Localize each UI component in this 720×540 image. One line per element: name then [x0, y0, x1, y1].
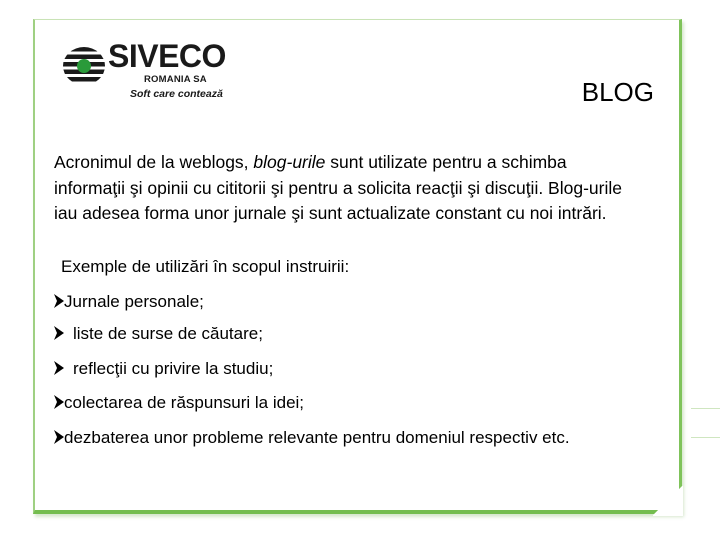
logo-wordmark: SIVECO: [108, 38, 226, 74]
bullet-text: colectarea de răspunsuri la idei;: [64, 393, 305, 412]
siveco-stripes-icon: [62, 46, 106, 86]
bullet-item: [54, 356, 273, 381]
logo-subtitle: ROMANIA SA: [144, 74, 207, 85]
edge-divider: [691, 437, 720, 438]
edge-divider: [691, 408, 720, 409]
bullet-text: dezbaterea unor probleme relevante pentru domeniul respectiv etc.: [64, 428, 570, 447]
frame-corner: [653, 486, 683, 516]
examples-heading: Exemple de utilizări în scopul instruirii:: [61, 257, 350, 276]
intro-text-start: Acronimul de la weblogs,: [54, 152, 254, 172]
intro-text-end: sunt utilizate pentru a schimba informaţii şi opinii cu cititorii şi pentru a solicita reacţii şi discuţii. Blog-urile iau adesea forma unor jurnale şi sunt actualizate constant cu noi intrări.: [54, 152, 622, 223]
arrowhead-bullet-icon: [54, 326, 64, 340]
siveco-logo: [62, 38, 232, 104]
intro-paragraph: [54, 150, 624, 227]
arrowhead-bullet-icon: [54, 294, 64, 308]
arrowhead-bullet-icon: [54, 395, 64, 409]
arrowhead-bullet-icon: [54, 361, 64, 375]
bullet-item: [54, 425, 614, 450]
bullet-item: [54, 321, 263, 346]
arrowhead-bullet-icon: [54, 430, 64, 444]
bullet-item: [54, 289, 204, 314]
bullet-text: Jurnale personale;: [64, 292, 204, 311]
slide-title: BLOG: [581, 77, 654, 107]
bullet-text: liste de surse de căutare;: [73, 324, 263, 343]
intro-text-italic: blog-urile: [253, 152, 326, 172]
logo-tagline: Soft care contează: [130, 88, 223, 100]
bullet-text: reflecţii cu privire la studiu;: [73, 359, 274, 378]
bullet-item: [54, 390, 304, 415]
